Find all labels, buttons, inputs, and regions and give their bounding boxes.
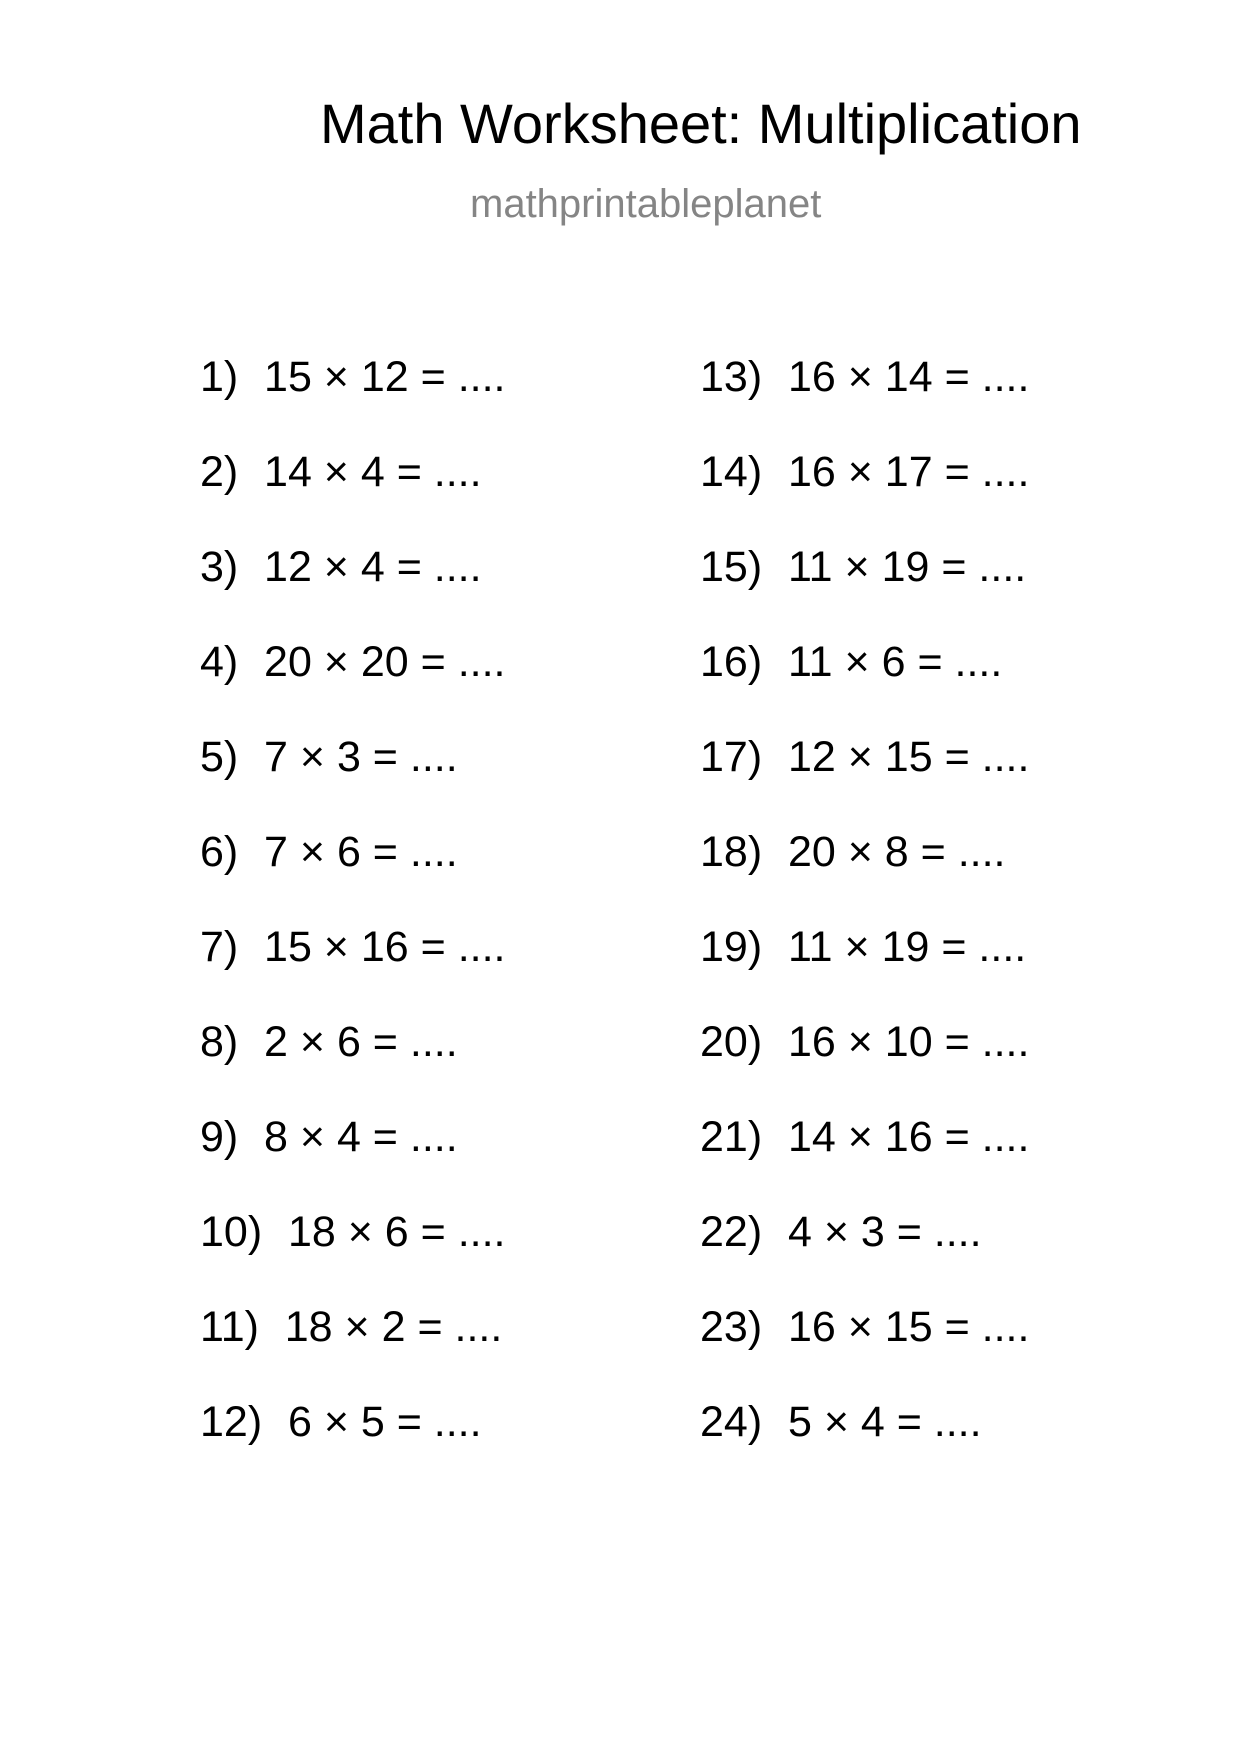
problem-number: 10) xyxy=(200,1208,263,1256)
worksheet-subtitle: mathprintableplanet xyxy=(470,182,822,226)
problem-item xyxy=(200,1018,458,1066)
problem-number: 7) xyxy=(200,923,239,971)
problem-expression: 11 × 6 = .... xyxy=(787,638,1003,686)
problem-item xyxy=(200,543,482,591)
problem-item xyxy=(700,638,1003,686)
problem-expression: 20 × 8 = .... xyxy=(787,828,1006,876)
problem-expression: 14 × 16 = .... xyxy=(787,1113,1030,1161)
problem-number: 22) xyxy=(700,1208,763,1256)
problem-number: 2) xyxy=(200,448,239,496)
problem-number: 17) xyxy=(700,733,763,781)
problem-number: 6) xyxy=(200,828,239,876)
problem-number: 4) xyxy=(200,638,239,686)
problem-item xyxy=(700,353,1030,401)
problem-number: 19) xyxy=(700,923,763,971)
problem-number: 15) xyxy=(700,543,763,591)
problem-number: 13) xyxy=(700,353,763,401)
problem-item xyxy=(700,733,1030,781)
problem-item xyxy=(700,923,1027,971)
problem-item xyxy=(700,1208,982,1256)
problem-item xyxy=(200,923,506,971)
problem-item xyxy=(200,448,482,496)
problem-number: 8) xyxy=(200,1018,239,1066)
problem-item xyxy=(700,1398,982,1446)
problem-expression: 20 × 20 = .... xyxy=(264,638,506,686)
problem-expression: 18 × 6 = .... xyxy=(287,1208,506,1256)
problem-number: 11) xyxy=(200,1303,259,1351)
problem-number: 9) xyxy=(200,1113,239,1161)
problem-expression: 15 × 16 = .... xyxy=(264,923,506,971)
problem-expression: 2 × 6 = .... xyxy=(264,1018,458,1066)
problem-item xyxy=(700,1113,1030,1161)
problem-item xyxy=(700,1018,1030,1066)
problem-item xyxy=(200,733,458,781)
problem-item xyxy=(200,353,506,401)
problem-expression: 6 × 5 = .... xyxy=(287,1398,482,1446)
problem-item xyxy=(700,543,1027,591)
problem-number: 18) xyxy=(700,828,763,876)
problem-number: 16) xyxy=(700,638,763,686)
problem-number: 5) xyxy=(200,733,239,781)
problem-number: 3) xyxy=(200,543,239,591)
problem-expression: 16 × 10 = .... xyxy=(787,1018,1030,1066)
problem-expression: 16 × 17 = .... xyxy=(787,448,1030,496)
problem-expression: 18 × 2 = .... xyxy=(284,1303,503,1351)
problem-item xyxy=(700,828,1006,876)
problem-expression: 16 × 15 = .... xyxy=(787,1303,1030,1351)
problem-expression: 7 × 3 = .... xyxy=(264,733,458,781)
problem-expression: 11 × 19 = .... xyxy=(787,923,1027,971)
problem-number: 23) xyxy=(700,1303,763,1351)
problem-item xyxy=(200,638,506,686)
problem-number: 12) xyxy=(200,1398,263,1446)
problem-expression: 7 × 6 = .... xyxy=(264,828,458,876)
problem-expression: 16 × 14 = .... xyxy=(787,353,1030,401)
problem-expression: 15 × 12 = .... xyxy=(264,353,506,401)
worksheet-title: Math Worksheet: Multiplication xyxy=(320,92,1082,155)
problem-expression: 11 × 19 = .... xyxy=(787,543,1027,591)
problem-number: 14) xyxy=(700,448,763,496)
problem-number: 20) xyxy=(700,1018,763,1066)
problem-number: 24) xyxy=(700,1398,763,1446)
problem-item xyxy=(200,1113,458,1161)
problem-number: 1) xyxy=(200,353,239,401)
problem-item xyxy=(700,448,1030,496)
problem-expression: 4 × 3 = .... xyxy=(787,1208,982,1256)
problem-item xyxy=(200,828,458,876)
problem-number: 21) xyxy=(700,1113,763,1161)
problem-item xyxy=(200,1208,506,1256)
problem-expression: 14 × 4 = .... xyxy=(264,448,482,496)
problem-expression: 12 × 4 = .... xyxy=(264,543,482,591)
problem-expression: 8 × 4 = .... xyxy=(264,1113,458,1161)
problem-expression: 12 × 15 = .... xyxy=(787,733,1030,781)
problem-item xyxy=(200,1303,503,1351)
problem-item xyxy=(700,1303,1030,1351)
problem-item xyxy=(200,1398,482,1446)
problem-expression: 5 × 4 = .... xyxy=(787,1398,982,1446)
